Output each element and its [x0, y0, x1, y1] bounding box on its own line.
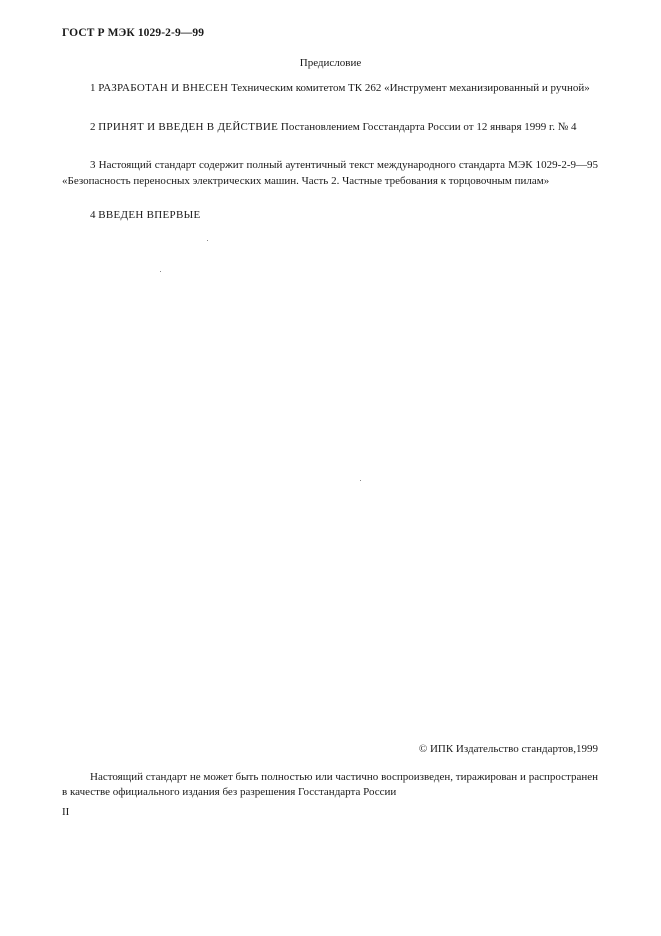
item-number: 2 — [90, 121, 96, 133]
item-caps-text: РАЗРАБОТАН И ВНЕСЕН — [98, 82, 229, 94]
preface-item-4 — [62, 208, 598, 224]
item-number: 3 — [90, 159, 96, 171]
scan-speck — [207, 240, 208, 241]
item-text: Настоящий стандарт содержит полный аутентичный текст международного стандарта МЭК 1029-2-9—95 «Безопасность переносных электрических машин. Часть 2. Частные требования к торцовочным пилам» — [62, 159, 599, 187]
reproduction-notice: Настоящий стандарт не может быть полностью или частично воспроизведен, тиражирован и распространен в качестве официального издания без разрешения Госстандарта России — [62, 771, 598, 798]
item-number: 4 — [90, 209, 96, 221]
preface-item-3 — [62, 158, 598, 189]
copyright-line: © ИПК Издательство стандартов,1999 — [418, 743, 598, 755]
scan-speck — [360, 480, 361, 481]
scan-speck — [160, 271, 161, 272]
preface-title: Предисловие — [299, 57, 362, 69]
item-text: Постановлением Госстандарта России от 12 января 1999 г. № 4 — [280, 121, 577, 133]
item-text: Техническим комитетом ТК 262 «Инструмент механизированный и ручной» — [230, 82, 590, 94]
document-code-header: ГОСТ Р МЭК 1029-2-9—99 — [62, 27, 205, 39]
page-number: II — [62, 806, 70, 818]
item-caps-text: ПРИНЯТ И ВВЕДЕН В ДЕЙСТВИЕ — [98, 121, 279, 133]
item-caps-text: ВВЕДЕН ВПЕРВЫЕ — [98, 209, 201, 221]
item-number: 1 — [90, 82, 96, 94]
preface-item-1 — [62, 81, 598, 97]
preface-item-2 — [62, 120, 598, 136]
